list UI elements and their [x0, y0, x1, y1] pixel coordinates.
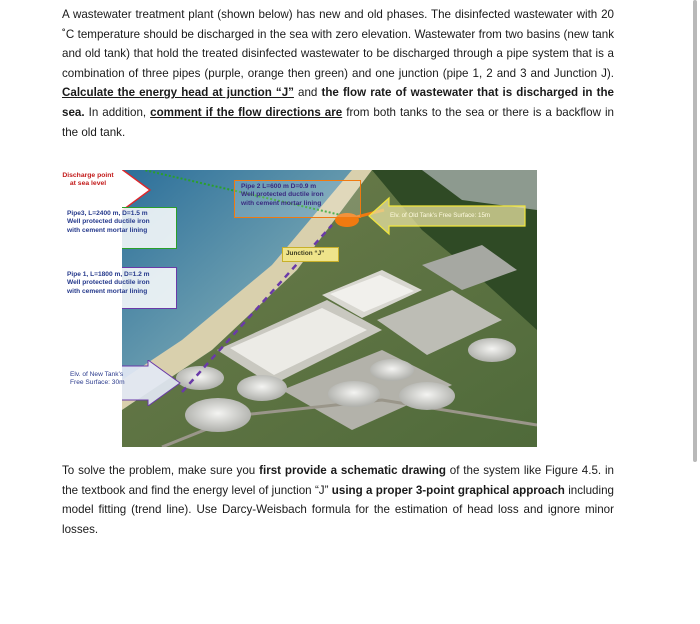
intro-and: and — [293, 86, 322, 100]
task-energy-head: Calculate the energy head at junction “J” — [62, 86, 294, 100]
pipe3-label: Pipe3, L=2400 m, D=1.5 m Well protected ductile iron with cement mortar lining — [67, 210, 150, 234]
task-flow-rate: the flow rate of wastewater that is discharged in the sea. — [62, 86, 614, 119]
outro-text-2: of the system like Figure 4.5. in the textbook and find the energy level of junction “J” — [62, 464, 614, 497]
outro-text: To solve the problem, make sure you — [62, 464, 260, 477]
intro-addition: In addition, — [84, 105, 151, 119]
intro-backflow: from both tanks to the sea or there is a backflow in the old tank. — [62, 105, 614, 139]
new-tank-arrow — [122, 360, 184, 406]
instruction-schematic: first provide a schematic drawing — [259, 464, 446, 477]
intro-text: A wastewater treatment plant (shown below) has new and old phases. The disinfected wastewater with 20 ˚C temperature should be discharged in the sea with zero elevation. Wastewater from two basins (new tank and old tank) that hold the treated disinfected wastewater to be discharged through a pipe system that is a combination of three pipes (purple, orange then green) and one junction (pipe 1, 2 and 3 and Junction J). — [62, 8, 614, 80]
discharge-point-label: Discharge point at sea level — [62, 172, 114, 188]
task-flow-direction: comment if the flow directions are — [150, 105, 343, 119]
problem-statement — [62, 5, 614, 142]
old-tank-elevation-label: Elv. of Old Tank’s Free Surface: 15m — [390, 212, 491, 219]
pipe2-label: Pipe 2 L=600 m D=0.9 m Well protected ductile iron with cement mortar lining — [241, 183, 324, 207]
instruction-graphical: using a proper 3-point graphical approach — [331, 483, 565, 497]
junction-label: Junction “J” — [286, 250, 325, 257]
solution-instructions — [62, 461, 614, 539]
pipe1-label: Pipe 1, L=1800 m, D=1.2 m Well protected ductile iron with cement mortar lining — [67, 271, 150, 295]
new-tank-elevation-label: Elv. of New Tank’s Free Surface: 30m — [70, 371, 125, 387]
outro-text-3: including model fitting (trend line). Use Darcy-Weisbach formula for the estimation of head loss and ignore minor losses. — [62, 483, 614, 536]
scrollbar[interactable] — [693, 0, 697, 462]
